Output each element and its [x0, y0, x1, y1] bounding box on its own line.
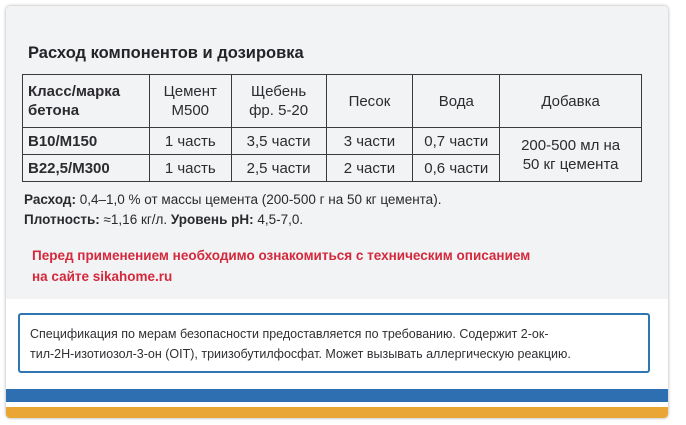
ph-text: 4,5-7,0. — [253, 212, 304, 227]
table-header-row — [23, 75, 642, 128]
consumption-line — [24, 190, 441, 210]
row-cement: 1 часть — [149, 128, 231, 155]
warning-line1: Перед применением необходимо ознакомиться с техническим описанием — [32, 248, 531, 263]
header-class — [23, 75, 150, 128]
spec-line2: тил-2Н-изотиозол-3-он (OIT), триизобутилфосфат. Может вызывать аллергическую реакцию. — [30, 347, 571, 361]
row-water: 0,7 части — [413, 128, 500, 155]
section-title: Расход компонентов и дозировка — [28, 44, 304, 62]
row-sand: 3 части — [326, 128, 413, 155]
header-cement — [149, 75, 231, 128]
row-cement: 1 часть — [149, 155, 231, 182]
safety-spec-box — [18, 313, 650, 373]
density-label: Плотность: — [24, 212, 100, 227]
row-class: В10/М150 — [23, 128, 150, 155]
orange-stripe — [6, 407, 668, 418]
header-gravel — [231, 75, 326, 128]
blue-stripe — [6, 389, 668, 402]
safety-spec-text — [30, 324, 571, 364]
table-row — [23, 128, 642, 155]
header-gravel-line1: Щебень — [251, 83, 307, 100]
header-cement-line2: М500 — [171, 102, 210, 119]
row-water: 0,6 части — [413, 155, 500, 182]
density-line — [24, 210, 441, 230]
header-class-line2: бетона — [28, 102, 80, 119]
header-water: Вода — [413, 75, 500, 128]
header-gravel-line2: фр. 5-20 — [249, 102, 309, 119]
header-additive: Добавка — [500, 75, 642, 128]
usage-notes — [24, 190, 441, 230]
consumption-text: 0,4–1,0 % от массы цемента (200-500 г на 50 кг цемента). — [75, 192, 442, 207]
ph-label: Уровень рН: — [170, 212, 254, 227]
label-photo — [6, 6, 668, 418]
warning-line2: на сайте sikahome.ru — [32, 269, 173, 284]
additive-line2: 50 кг цемента — [522, 155, 619, 173]
row-sand: 2 части — [326, 155, 413, 182]
density-text: ≈1,16 кг/л. — [99, 212, 171, 227]
additive-cell — [500, 128, 642, 182]
spec-line1: Спецификация по мерам безопасности предоставляется по требованию. Содержит 2-ок- — [30, 327, 549, 341]
header-class-line1: Класс/марка — [28, 83, 121, 100]
additive-line1: 200-500 мл на — [521, 136, 621, 154]
row-class: В22,5/М300 — [23, 155, 150, 182]
consumption-label: Расход: — [24, 192, 76, 207]
row-gravel: 3,5 части — [231, 128, 326, 155]
header-cement-line1: Цемент — [163, 83, 217, 100]
warning-notice — [32, 245, 530, 287]
row-gravel: 2,5 части — [231, 155, 326, 182]
header-sand: Песок — [326, 75, 413, 128]
dosage-table — [22, 74, 642, 182]
